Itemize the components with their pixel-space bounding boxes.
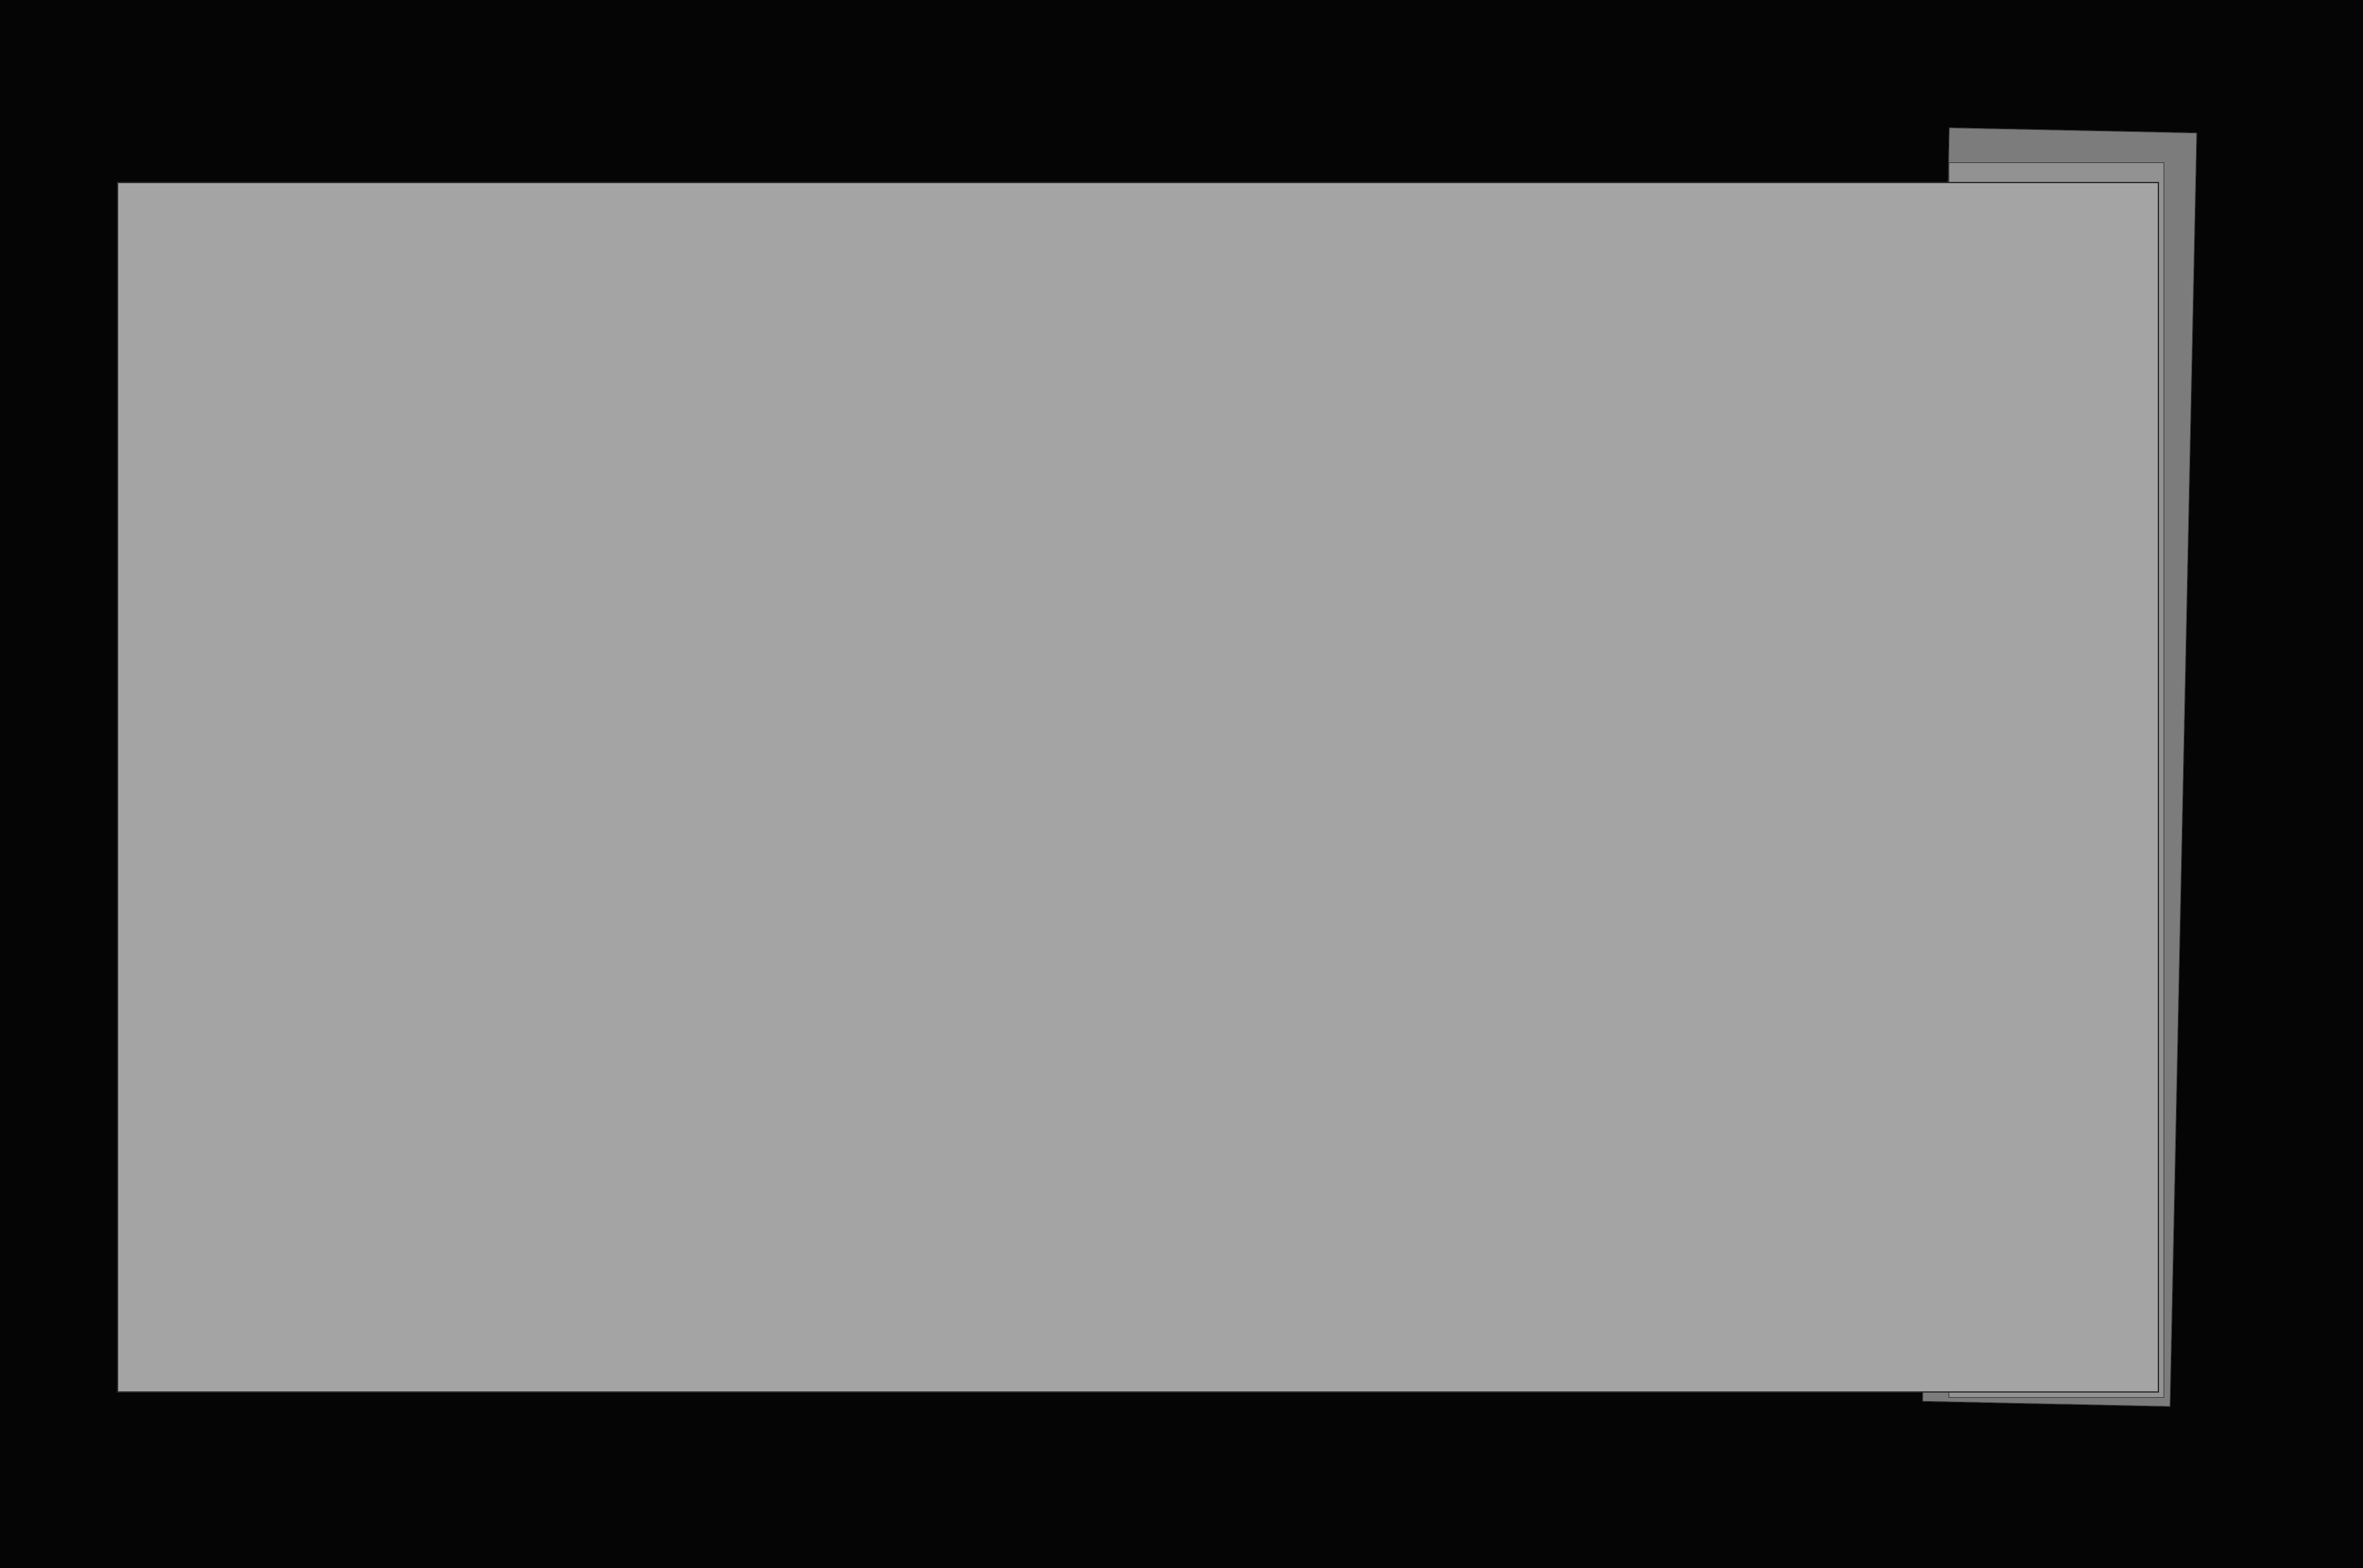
census-card <box>117 182 2159 1393</box>
